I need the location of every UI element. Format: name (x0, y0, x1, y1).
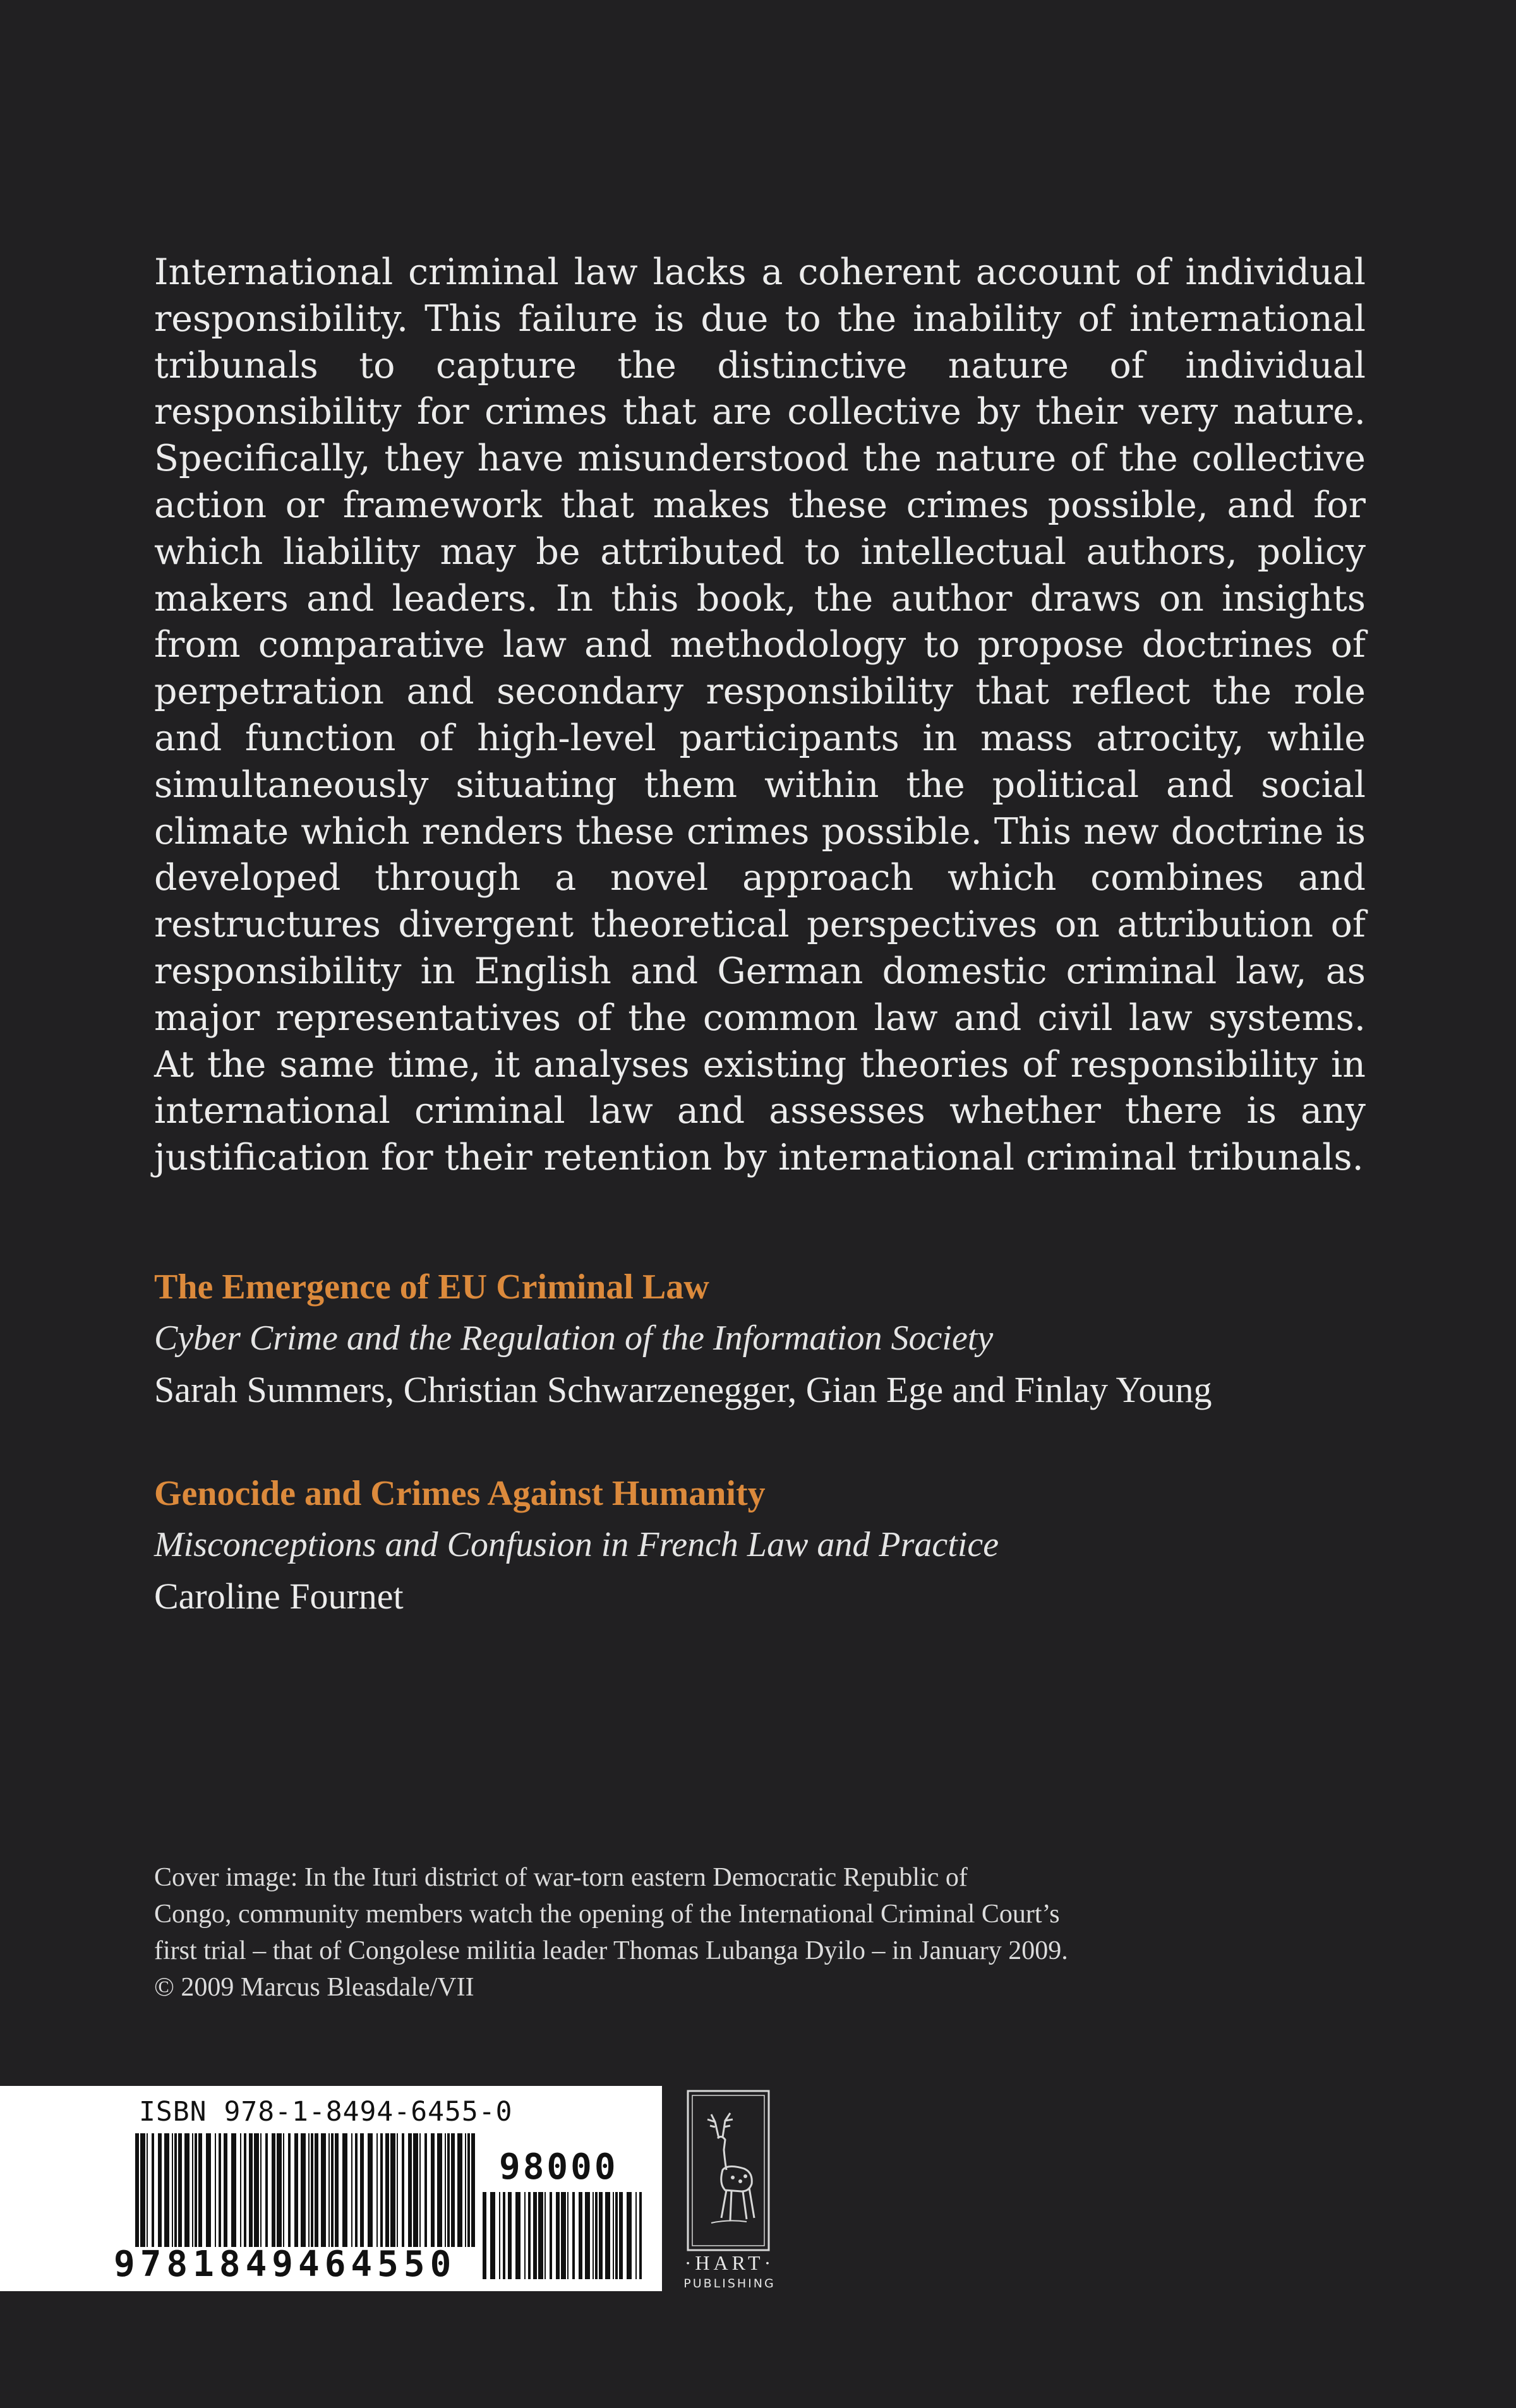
barcode-bar (445, 2133, 446, 2247)
related-title-2-subtitle: Misconceptions and Confusion in French Law and Practice (154, 1525, 999, 1564)
related-title-2 (154, 1468, 1392, 1622)
barcode-bar (283, 2133, 284, 2247)
barcode-bar (451, 2133, 455, 2247)
barcode-bar (311, 2133, 313, 2247)
barcode-bar (198, 2133, 202, 2247)
barcode-bar (402, 2133, 404, 2247)
barcode-bar (572, 2192, 575, 2279)
barcode-bar (431, 2133, 435, 2247)
barcode-bar (260, 2133, 262, 2247)
isbn-label: ISBN 978-1-8494-6455-0 (139, 2096, 513, 2128)
barcode-bar (294, 2133, 298, 2247)
barcode-bar (544, 2192, 546, 2279)
barcode-bar (457, 2133, 462, 2247)
publisher-tagline: PUBLISHING (683, 2277, 776, 2291)
barcode-bar (390, 2133, 395, 2247)
barcode-bar (533, 2192, 537, 2279)
related-title-2-authors: Caroline Fournet (154, 1576, 404, 1617)
related-title-1-heading: The Emergence of EU Criminal Law (154, 1267, 709, 1307)
barcode-bar (178, 2133, 182, 2247)
ean-digits: 9781849464550 (114, 2244, 457, 2285)
barcode-bar (619, 2192, 623, 2279)
barcode-bar (599, 2192, 603, 2279)
barcode-bar (579, 2192, 582, 2279)
barcode-bar (556, 2192, 560, 2279)
barcode-bar (206, 2133, 211, 2247)
barcode-bar (277, 2133, 282, 2247)
barcode-bar (627, 2192, 632, 2279)
barcode-bar (249, 2133, 253, 2247)
barcode-bar (331, 2133, 334, 2247)
barcode-bar (613, 2192, 614, 2279)
book-description: International criminal law lacks a coherent account of individual responsibility. This failure is due to the inability of international tribunals to capture the distinctive nature of individual responsibility for crimes that are collective by their very nature. Specifically, they have misunderstood the nature of the collective action or framework that makes these crimes possible, and for which liability may be attributed to intellectual authors, policy makers and leaders. In this book, the author draws on insights from comparative law and methodology to propose doctrines of perpetration and secondary responsibility that reflect the role and function of high-level participants in mass atrocity, while simultaneously situating them within the political and social climate which renders these crimes possible. This new doctrine is developed through a novel approach which combines and restructures divergent theoretical perspectives on attribution of responsibility in English and German domestic criminal law, as major representatives of the common law and civil law systems. At the same time, it analyses existing theories of responsibility in international criminal law and assesses whether there is any justification for their retention by international criminal tribunals. (154, 251, 1366, 1179)
barcode-bar (499, 2192, 500, 2279)
barcode-bar (397, 2133, 398, 2247)
barcode-bar (447, 2133, 450, 2247)
barcode-bar (605, 2192, 610, 2279)
barcode-bar (152, 2133, 154, 2247)
barcode-bar (490, 2192, 495, 2279)
barcode-bar (524, 2192, 526, 2279)
related-title-1 (154, 1262, 1392, 1415)
barcode-bar (408, 2133, 412, 2247)
barcode-bar (224, 2133, 227, 2247)
barcode-bar (158, 2133, 162, 2247)
barcode-bar (174, 2133, 177, 2247)
barcode-bar (503, 2192, 505, 2279)
barcode-bar (219, 2133, 221, 2247)
publisher-name: ·HART· (684, 2251, 775, 2274)
barcode-bar (172, 2133, 173, 2247)
barcode-bar (265, 2133, 268, 2247)
barcode-bar (585, 2192, 590, 2279)
barcode-bar (147, 2133, 148, 2247)
ean-barcode-bars (135, 2133, 476, 2247)
barcode-bar (315, 2133, 318, 2247)
barcode-bar (508, 2192, 512, 2279)
barcode-bar (467, 2133, 470, 2247)
related-title-1-subtitle: Cyber Crime and the Regulation of the Information Society (154, 1319, 994, 1358)
barcode-bar (419, 2133, 421, 2247)
barcode-bar (342, 2133, 347, 2247)
barcode-bar (561, 2192, 566, 2279)
barcode-bar (380, 2133, 383, 2247)
barcode-bar (184, 2133, 190, 2247)
price-barcode-bars (483, 2192, 644, 2279)
barcode-bar (135, 2133, 139, 2247)
credit-line: Cover image: In the Ituri district of war-torn eastern Democratic Republic of (154, 1863, 968, 1892)
barcode-bar (368, 2133, 373, 2247)
credit-line: © 2009 Marcus Bleasdale/VII (154, 1973, 474, 2002)
barcode-bar (483, 2192, 486, 2279)
barcode-bar (413, 2133, 418, 2247)
barcode-bar (308, 2133, 310, 2247)
barcode-bar (164, 2133, 169, 2247)
barcode-bar (360, 2133, 364, 2247)
barcode-bar (635, 2192, 637, 2279)
barcode-bar (328, 2133, 330, 2247)
barcode-bar (240, 2133, 241, 2247)
barcode-bar (639, 2192, 642, 2279)
barcode-bar (567, 2192, 568, 2279)
barcode-bar (335, 2133, 339, 2247)
barcode-bar (321, 2133, 326, 2247)
barcode-bar (244, 2133, 246, 2247)
barcode-bar (437, 2133, 442, 2247)
related-title-2-heading: Genocide and Crimes Against Humanity (154, 1474, 766, 1513)
barcode-bar (288, 2133, 291, 2247)
cover-image-credit (154, 1859, 1291, 2006)
barcode-bar (192, 2133, 193, 2247)
barcode-bar (355, 2133, 358, 2247)
barcode-bar (595, 2192, 598, 2279)
barcode-bar (471, 2133, 475, 2247)
credit-line: first trial – that of Congolese militia leader Thomas Lubanga Dyilo – in January 2009. (154, 1936, 1068, 1965)
barcode-bar (528, 2192, 531, 2279)
barcode-bar (593, 2192, 594, 2279)
barcode-bar (424, 2133, 427, 2247)
related-title-1-authors: Sarah Summers, Christian Schwarzenegger, Gian Ege and Finlay Young (154, 1369, 1212, 1410)
barcode-bar (195, 2133, 197, 2247)
barcode-bar (272, 2133, 275, 2247)
barcode-bar (538, 2192, 543, 2279)
barcode-bar (465, 2133, 466, 2247)
barcode-bar (140, 2133, 145, 2247)
deer-icon (686, 2089, 771, 2252)
barcode-bar (254, 2133, 259, 2247)
publisher-logo (673, 2084, 786, 2299)
barcode-bar (351, 2133, 352, 2247)
isbn-barcode (0, 2086, 662, 2291)
barcode-bar (301, 2133, 306, 2247)
barcode-bar (231, 2133, 236, 2247)
barcode-bar (515, 2192, 520, 2279)
barcode-bar (385, 2133, 389, 2247)
barcode-bar (376, 2133, 378, 2247)
barcode-bar (615, 2192, 618, 2279)
barcode-bar (550, 2192, 552, 2279)
credit-line: Congo, community members watch the opening of the International Criminal Court’s (154, 1900, 1060, 1929)
price-code: 98000 (499, 2147, 618, 2188)
barcode-bar (215, 2133, 216, 2247)
